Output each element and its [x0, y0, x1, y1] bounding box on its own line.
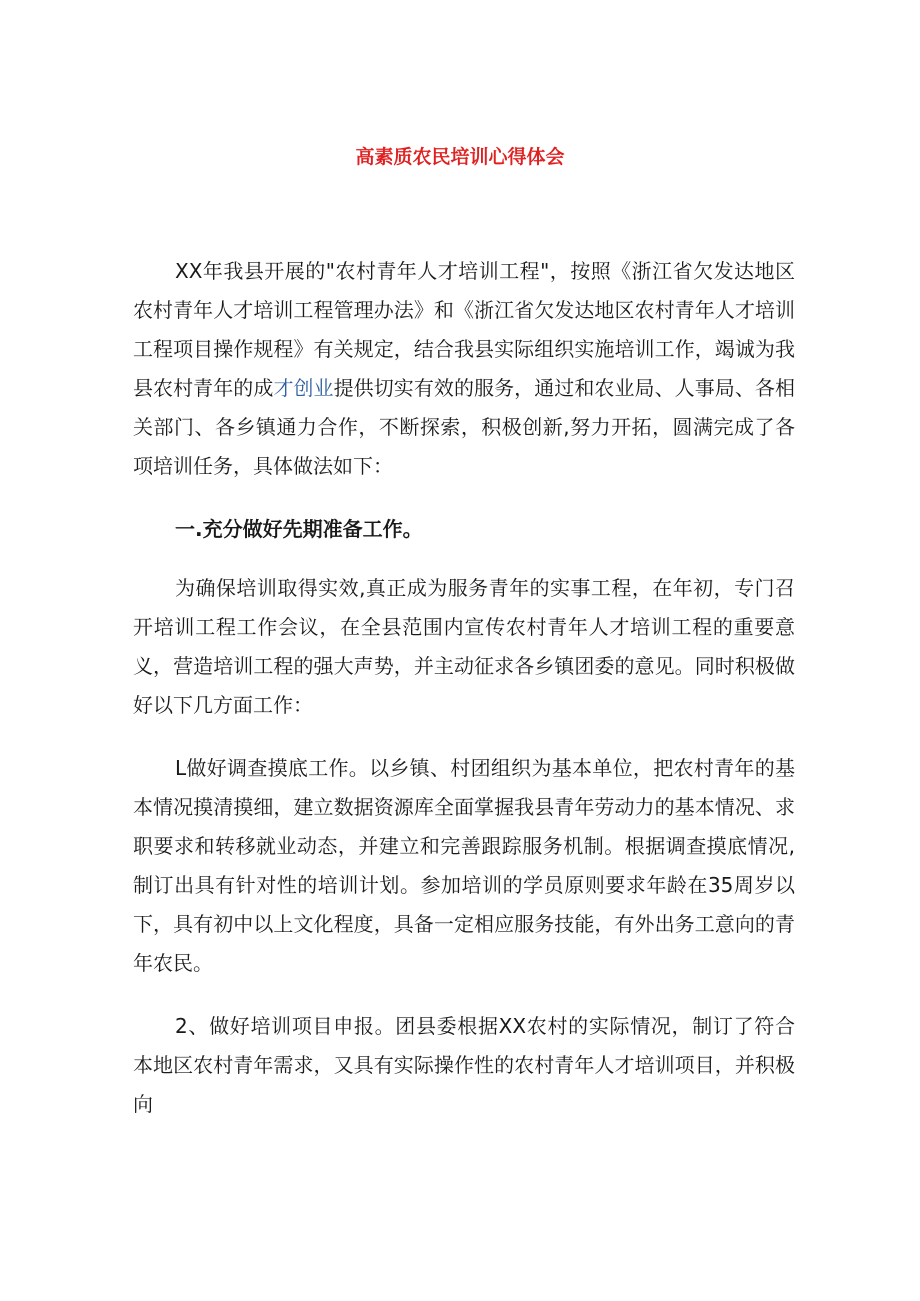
document-body: [133, 252, 795, 1148]
section1-paragraph: 为确保培训取得实效,真正成为服务青年的实事工程，在年初，专门召开培训工程工作会议，在全县范围内宣传农村青年人才培训工程的重要意义，营造培训工程的强大声势，并主动征求各乡镇团委的意见。同时积极做好以下几方面工作：: [133, 576, 795, 717]
item2-paragraph: 2、做好培训项目申报。团县委根据XX农村的实际情况，制订了符合本地区农村青年需求，又具有实际操作性的农村青年人才培训项目，并积极向: [133, 1014, 795, 1116]
item1-paragraph: L做好调查摸底工作。以乡镇、村团组织为基本单位，把农村青年的基本情况摸清摸细，建立数据资源库全面掌握我县青年劳动力的基本情况、求职要求和转移就业动态，并建立和完善跟踪服务机制。根据调查摸底情况,制订出具有针对性的培训计划。参加培训的学员原则要求年龄在35周岁以下，具有初中以上文化程度，具备一定相应服务技能，有外出务工意向的青年农民。: [133, 756, 795, 975]
intro-text-before-link: XX年我县开展的"农村青年人才培训工程"，按照《浙江省欠发达地区农村青年人才培训工程管理办法》和《浙江省欠发达地区农村青年人才培训工程项目操作规程》有关规定，结合我县实际组织实施培训工作，竭诚为我县农村青年的成: [133, 259, 795, 400]
document-title: 高素质农民培训心得体会: [355, 146, 565, 168]
section1-heading: 一.充分做好先期准备工作。: [175, 517, 423, 541]
intro-paragraph: [133, 252, 795, 486]
intro-text-after-link: 提供切实有效的服务，通过和农业局、人事局、各相关部门、各乡镇通力合作，不断探索，积极创新,努力开拓，圆满完成了各项培训任务，具体做法如下：: [133, 376, 795, 478]
intro-link[interactable]: 才创业: [273, 376, 334, 400]
